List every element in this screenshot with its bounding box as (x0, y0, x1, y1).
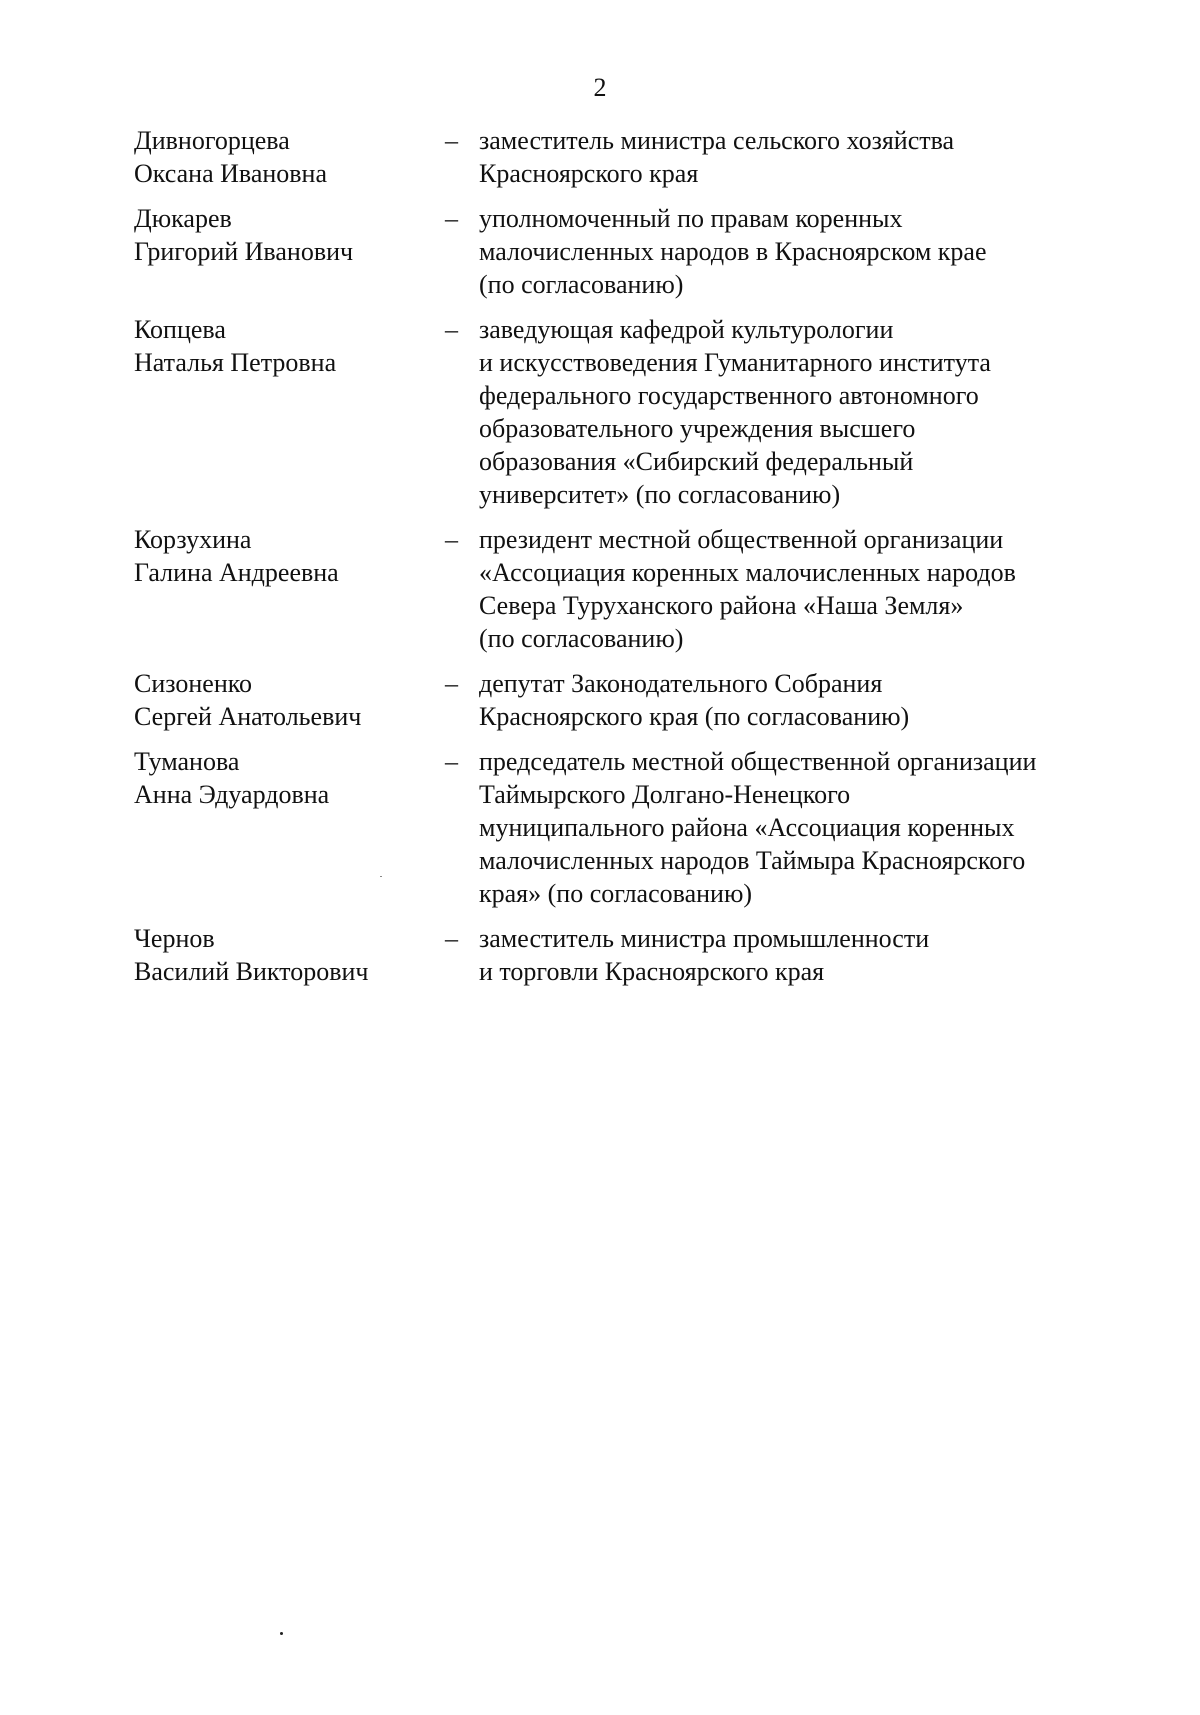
member-role: президент местной общественной организации «Ассоциация коренных малочисленных народов Севера Туруханского района «Наша Земля» (по согласованию) (479, 525, 1016, 653)
dash-separator: – (445, 924, 458, 953)
member-row (134, 523, 1124, 655)
dash-separator: – (445, 126, 458, 155)
page-number: 2 (593, 73, 607, 102)
member-name: Копцева Наталья Петровна (134, 315, 337, 377)
member-list (134, 124, 1124, 988)
member-role: заместитель министра сельского хозяйства Красноярского края (479, 126, 955, 188)
member-role: депутат Законодательного Собрания Красноярского края (по согласованию) (479, 669, 910, 731)
member-name: Дивногорцева Оксана Ивановна (134, 126, 328, 188)
scan-artifact (380, 876, 382, 877)
member-name: Дюкарев Григорий Иванович (134, 204, 354, 266)
dash-separator: – (445, 747, 458, 776)
member-row (134, 124, 1124, 190)
member-name: Сизоненко Сергей Анатольевич (134, 669, 362, 731)
member-role: заместитель министра промышленности и торговли Красноярского края (479, 924, 930, 986)
dash-separator: – (445, 525, 458, 554)
member-row (134, 313, 1124, 511)
member-row (134, 922, 1124, 988)
member-row (134, 202, 1124, 301)
member-row (134, 667, 1124, 733)
dash-separator: – (445, 204, 458, 233)
member-row (134, 745, 1124, 910)
scan-artifact (280, 1632, 283, 1635)
member-role: председатель местной общественной организации Таймырского Долгано-Ненецкого муниципального района «Ассоциация коренных малочисленных народов Таймыра Красноярского края» (по согласованию) (479, 747, 1037, 908)
dash-separator: – (445, 315, 458, 344)
member-role: заведующая кафедрой культурологии и искусствоведения Гуманитарного института федерального государственного автономного образовательного учреждения высшего образования «Сибирский федеральный университет» (по согласованию) (479, 315, 991, 509)
member-name: Чернов Василий Викторович (134, 924, 369, 986)
member-role: уполномоченный по правам коренных малочисленных народов в Красноярском крае (по согласованию) (479, 204, 987, 299)
dash-separator: – (445, 669, 458, 698)
member-name: Корзухина Галина Андреевна (134, 525, 339, 587)
member-name: Туманова Анна Эдуардовна (134, 747, 330, 809)
